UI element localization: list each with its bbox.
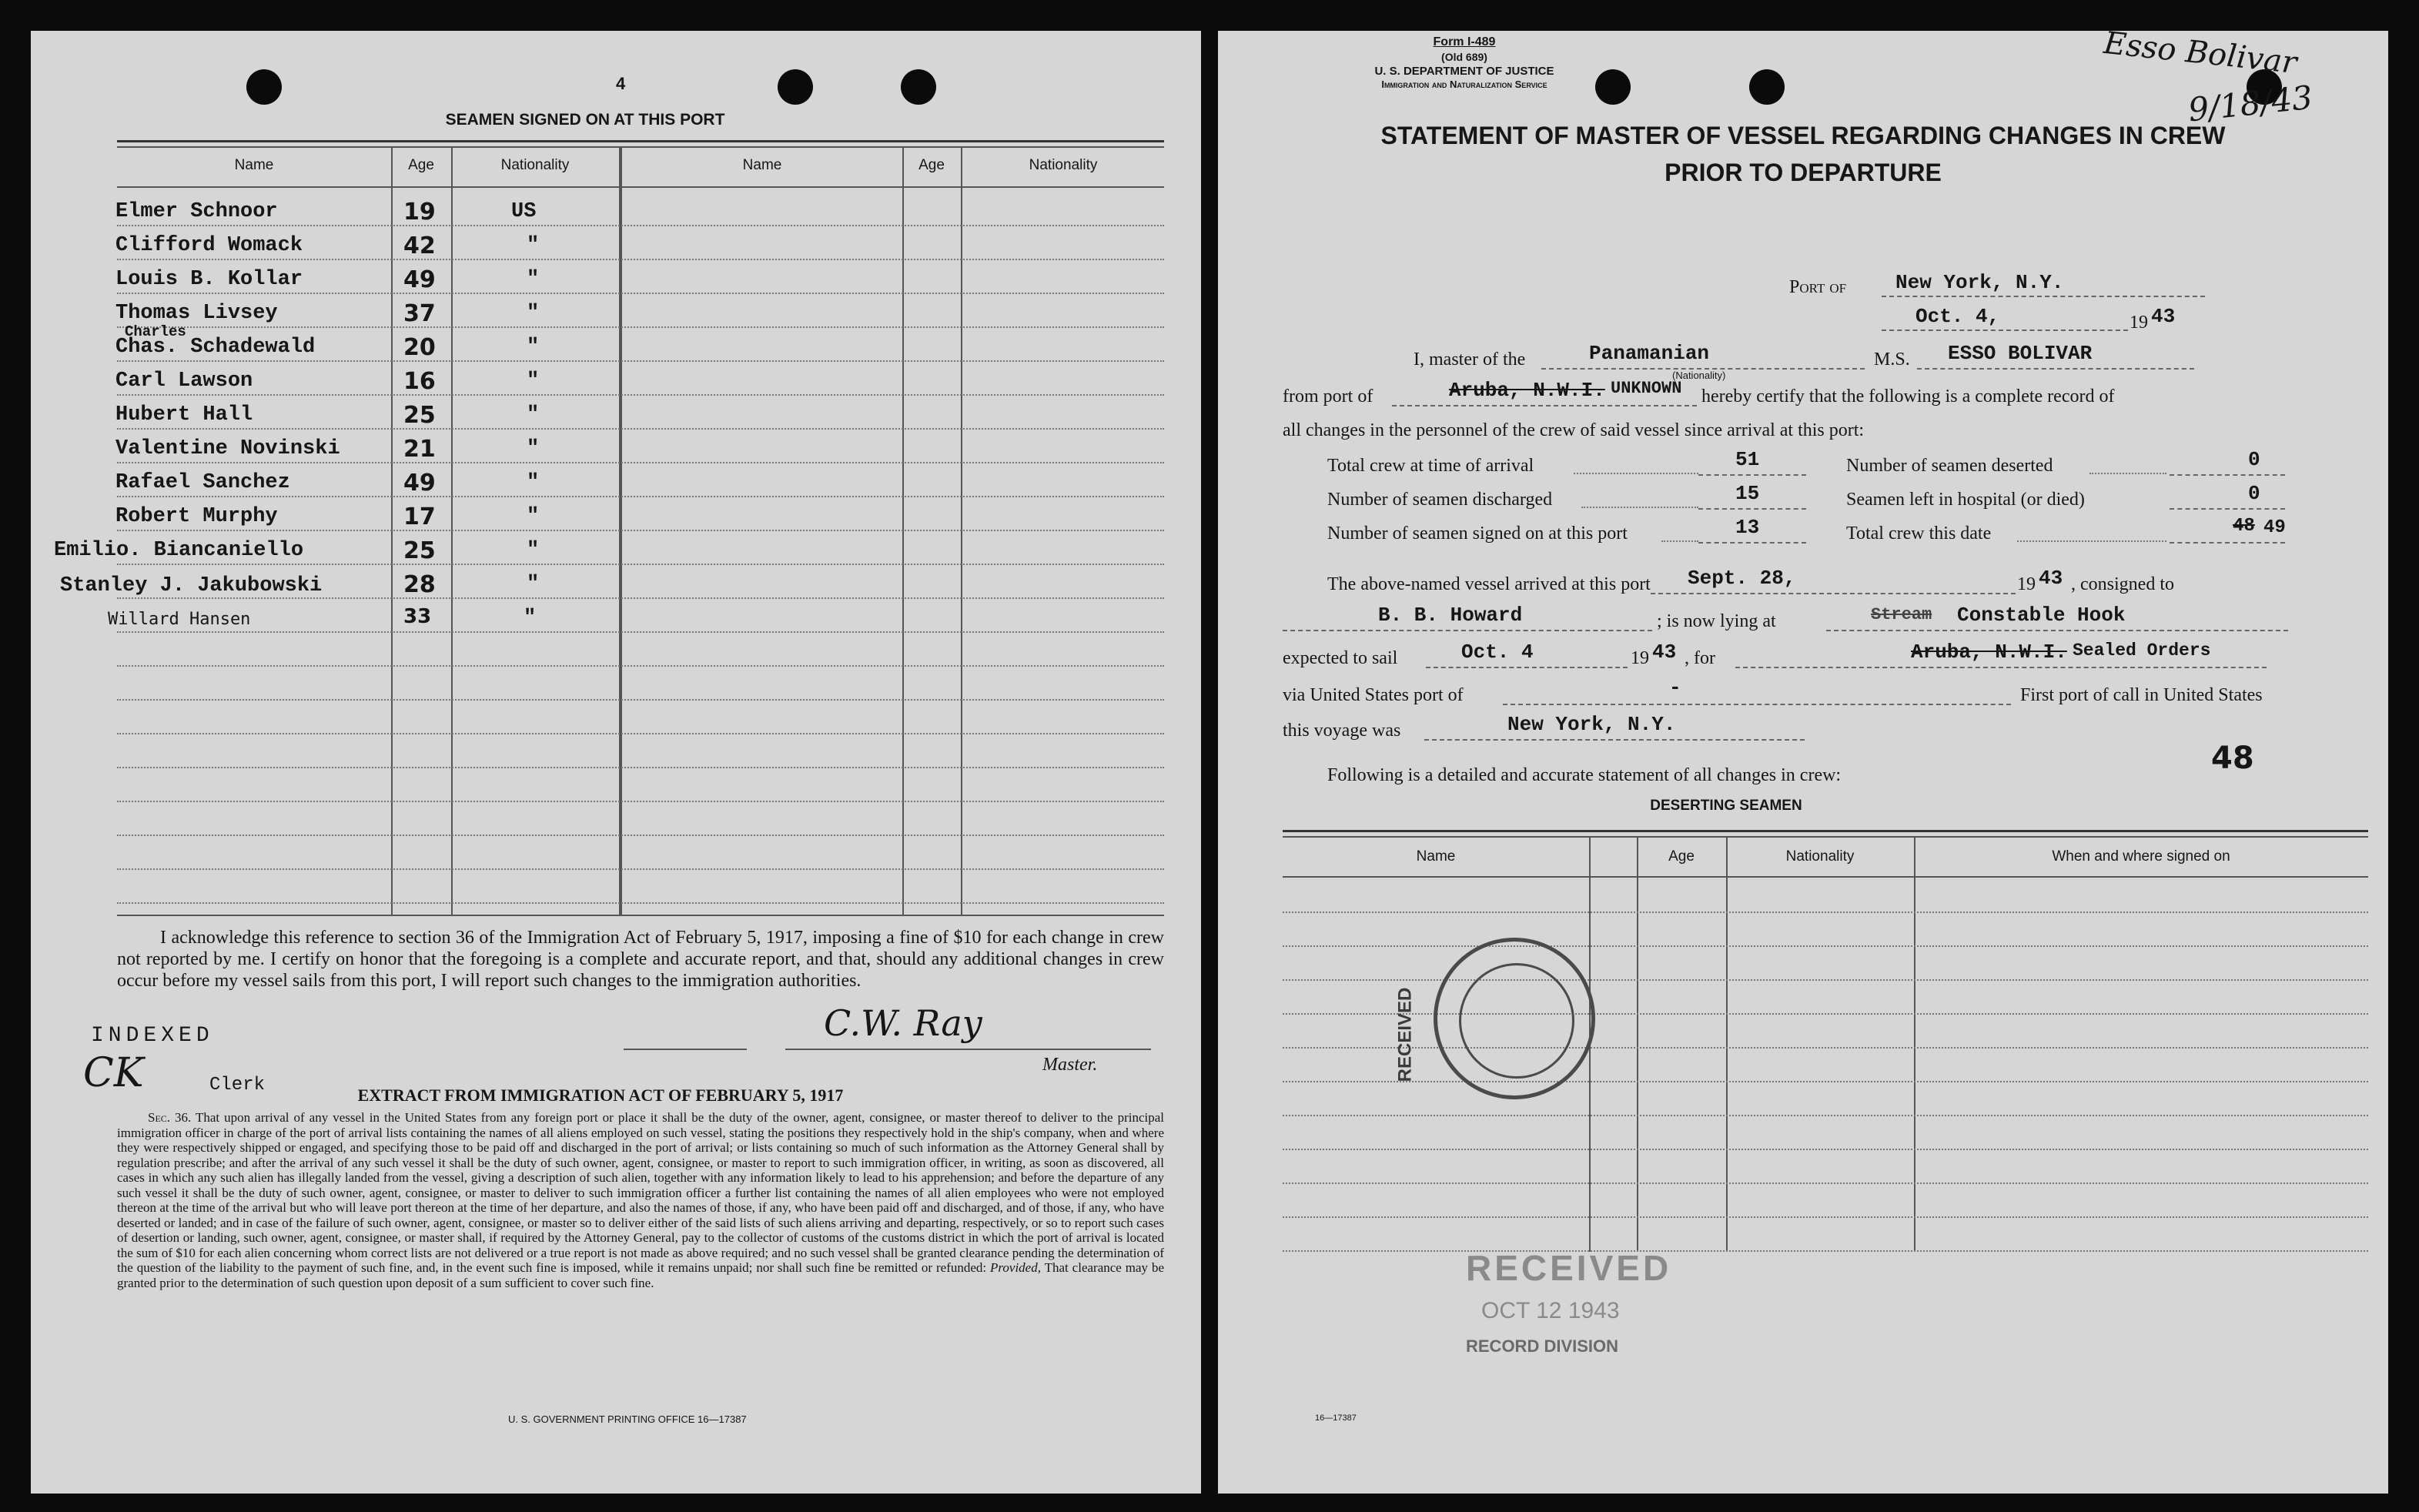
handwritten-date-note: 9/18/43 (2186, 78, 2315, 129)
form-number: Form I-489 (1433, 35, 1496, 49)
seaman-name: Carl Lawson (115, 370, 253, 393)
column-header-name: Name (234, 157, 274, 173)
table-row-rule (117, 394, 1164, 396)
service-name: Immigration and Naturalization Service (1381, 79, 1547, 90)
deserting-row-rule (1283, 1149, 2368, 1150)
seamen-deserted-label: Number of seamen deserted (1846, 456, 2053, 476)
seaman-age: 17 (403, 503, 436, 530)
seaman-age: 16 (403, 368, 436, 395)
seaman-name: Emilio. Biancaniello (54, 539, 304, 562)
table-row-rule (117, 902, 1164, 904)
seamen-signed-label: Number of seamen signed on at this port (1327, 524, 1628, 544)
seaman-age: 21 (403, 436, 436, 463)
seaman-name: Valentine Novinski (115, 437, 340, 460)
for-value: Sealed Orders (2073, 641, 2211, 661)
seaman-age: 25 (403, 402, 436, 429)
total-crew-arrival-value: 51 (1735, 448, 1760, 471)
seaman-name: Willard Hansen (108, 610, 251, 629)
vessel-name: ESSO BOLIVAR (1948, 342, 2093, 365)
table-row-rule (117, 801, 1164, 802)
nationality-value: Panamanian (1589, 342, 1710, 365)
dot-leader (2017, 540, 2166, 542)
deserting-row-rule (1283, 1250, 2368, 1252)
table-row-rule (117, 564, 1164, 565)
column-divider (1637, 836, 1638, 1252)
seaman-nationality: " (527, 505, 540, 528)
all-changes-text: all changes in the personnel of the crew of said vessel since arrival at this port: (1283, 420, 1865, 440)
seaman-name: Hubert Hall (115, 403, 253, 427)
for-label: , for (1685, 648, 1715, 668)
form-code: 16—17387 (1315, 1413, 1357, 1423)
seamen-deserted-value: 0 (2248, 448, 2260, 471)
deserting-row-rule (1283, 1183, 2368, 1184)
table-row-rule (117, 835, 1164, 836)
deserting-title: DESERTING SEAMEN (1650, 798, 1802, 814)
lying-fill-line (1826, 630, 2288, 631)
seaman-name: Elmer Schnoor (115, 200, 278, 223)
seaman-age: 37 (403, 300, 436, 327)
for-fill-line (1735, 667, 2267, 668)
for-struck: Aruba, N.W.I. (1911, 641, 2067, 664)
lying-struck: Stream (1871, 605, 1932, 624)
master-signature: C.W. Ray (824, 1002, 982, 1044)
extract-section: Sec. 36. (148, 1110, 192, 1125)
via-fill-line (1503, 704, 1746, 705)
punch-hole (778, 69, 813, 105)
form-subtitle: PRIOR TO DEPARTURE (1665, 159, 1942, 186)
table-top-rule (117, 140, 1164, 142)
seaman-name: Chas. Schadewald (115, 336, 316, 359)
extract-title: EXTRACT FROM IMMIGRATION ACT OF FEBRUARY 5, 1917 (357, 1085, 844, 1105)
via-label: via United States port of (1283, 685, 1464, 705)
seaman-age: 20 (403, 334, 436, 361)
seaman-age: 49 (403, 470, 436, 497)
deserting-row-rule (1283, 945, 2368, 947)
arrived-fill-line (1651, 593, 2016, 594)
seaman-age: 49 (403, 266, 436, 293)
printing-office: U. S. GOVERNMENT PRINTING OFFICE 16—17387 (508, 1413, 747, 1425)
total-crew-date-struck: 48 (2233, 516, 2255, 537)
punch-hole (1749, 69, 1785, 105)
lying-label: ; is now lying at (1657, 611, 1776, 631)
form-title: STATEMENT OF MASTER OF VESSEL REGARDING CHANGES IN CREW (1380, 122, 2226, 149)
seaman-nationality: " (527, 573, 540, 596)
from-port-value: UNKNOWN (1611, 379, 1682, 398)
seaman-nationality: " (527, 539, 540, 562)
vessel-fill-line (1917, 368, 2194, 370)
seaman-nationality: " (527, 437, 540, 460)
clerk-label: Clerk (209, 1075, 266, 1096)
table-bottom-rule (117, 915, 1164, 916)
consigned-label: , consigned to (2071, 574, 2174, 594)
deserting-header-nationality: Nationality (1785, 848, 1855, 865)
seamen-hospital-label: Seamen left in hospital (or died) (1846, 490, 2085, 510)
voyage-label: this voyage was (1283, 721, 1401, 741)
table-row-rule (117, 868, 1164, 870)
seaman-nationality: US (511, 200, 537, 223)
total-crew-arrival-label: Total crew at time of arrival (1327, 456, 1534, 476)
arrived-label: The above-named vessel arrived at this port (1327, 574, 1651, 594)
extract-ending: That clearance may be granted prior to the determination of such question upon deposit of a sum sufficient to cover such fine. (117, 1260, 1164, 1290)
postmark-stamp (1434, 938, 1595, 1099)
page-number: 4 (616, 74, 626, 93)
table-row-rule (117, 733, 1164, 734)
sail-value: Oct. 4 (1461, 641, 1534, 664)
seaman-name: Rafael Sanchez (115, 471, 290, 494)
port-value: New York, N.Y. (1895, 271, 2064, 294)
column-header-age: Age (408, 157, 434, 173)
date-fill-line (1882, 329, 2128, 331)
seaman-nationality: " (527, 370, 540, 393)
date-value: Oct. 4, (1915, 305, 2000, 328)
arrived-value: Sept. 28, (1688, 567, 1796, 590)
seaman-age: 28 (403, 571, 436, 598)
table-row-rule (117, 767, 1164, 768)
first-port-label: First port of call in United States (2020, 685, 2263, 705)
arrival-year: 43 (2039, 567, 2063, 590)
extract-provided: Provided, (990, 1260, 1041, 1275)
dot-leader (1574, 473, 1698, 474)
fill-line (1698, 542, 1806, 544)
column-header-name: Name (742, 157, 782, 173)
seaman-name: Thomas Livsey (115, 302, 278, 325)
seaman-name: Louis B. Kollar (115, 268, 303, 291)
total-crew-date-value: 49 (2263, 517, 2286, 538)
table-row-rule (117, 259, 1164, 260)
master-of-label: I, master of the (1414, 350, 1526, 370)
seamen-signed-title: SEAMEN SIGNED ON AT THIS PORT (445, 111, 725, 129)
table-row-rule (117, 530, 1164, 531)
table-row-rule (117, 225, 1164, 226)
deserting-row-rule (1283, 1216, 2368, 1218)
certify-text: hereby certify that the following is a complete record of (1701, 386, 2115, 406)
seaman-nationality: " (527, 336, 540, 359)
sail-fill-line (1426, 667, 1628, 668)
indexed-stamp: INDEXED (91, 1024, 214, 1048)
column-divider (1914, 836, 1915, 1252)
seaman-nationality: " (527, 268, 540, 291)
master-label: Master. (1042, 1055, 1098, 1075)
handwritten-vessel-note: Esso Bolivar (2102, 25, 2299, 82)
voyage-fill-line (1424, 739, 1805, 741)
seaman-age: 33 (403, 605, 432, 628)
deserting-header-name: Name (1416, 848, 1456, 865)
seamen-hospital-value: 0 (2248, 482, 2260, 505)
fill-line (2170, 508, 2285, 510)
deserting-table-header-rule (1283, 876, 2368, 878)
clerk-initials: CK (83, 1050, 144, 1096)
deserting-row-rule (1283, 912, 2368, 913)
from-port-fill-line (1392, 405, 1697, 406)
expected-label: expected to sail (1283, 648, 1398, 668)
deserting-header-age: Age (1668, 848, 1695, 865)
seaman-age: 19 (403, 199, 436, 226)
port-label: Port of (1789, 277, 1847, 297)
voyage-value: New York, N.Y. (1507, 713, 1676, 736)
seaman-nationality: " (527, 302, 540, 325)
received-stamp-date: OCT 12 1943 (1481, 1298, 1620, 1323)
seaman-name: Clifford Womack (115, 234, 303, 257)
deserting-header-signed-on: When and where signed on (2052, 848, 2230, 865)
consignee-fill-line (1283, 630, 1652, 631)
table-header-rule (117, 186, 1164, 188)
port-fill-line (1882, 296, 2205, 297)
form-old-number: (Old 689) (1441, 51, 1487, 63)
deserting-table-top-rule (1283, 830, 2368, 832)
deserting-row-rule (1283, 1115, 2368, 1116)
total-crew-date-label: Total crew this date (1846, 524, 1992, 544)
right-page (1218, 25, 2388, 1494)
table-row-rule (117, 462, 1164, 463)
dot-leader (2089, 473, 2166, 474)
year-prefix: 19 (1631, 648, 1649, 668)
table-row-rule (117, 597, 1164, 599)
seaman-age: 42 (403, 232, 436, 259)
postmark-received: RECEIVED (1394, 987, 1416, 1082)
received-stamp-division: RECORD DIVISION (1466, 1336, 1619, 1356)
year-prefix: 19 (2130, 313, 2148, 333)
column-header-nationality: Nationality (1029, 157, 1098, 173)
column-header-nationality: Nationality (500, 157, 570, 173)
table-row-rule (117, 496, 1164, 497)
left-page (31, 31, 1201, 1494)
table-row-rule (117, 428, 1164, 430)
handwritten-count: 48 (2211, 741, 2254, 776)
seaman-age: 25 (403, 537, 436, 564)
name-correction: Charles (125, 323, 186, 340)
fill-line (2170, 474, 2285, 476)
fill-line (1698, 474, 1806, 476)
deserting-table-top-rule (1283, 836, 2368, 838)
seamen-discharged-label: Number of seamen discharged (1327, 490, 1553, 510)
table-row-rule (117, 326, 1164, 328)
year-value: 43 (2151, 305, 2176, 328)
consignee-value: B. B. Howard (1378, 604, 1523, 627)
dot-leader (1581, 507, 1698, 508)
table-top-rule (117, 146, 1164, 148)
following-text: Following is a detailed and accurate statement of all changes in crew: (1327, 765, 1842, 785)
lying-value: Constable Hook (1957, 604, 2126, 627)
acknowledgment-text: I acknowledge this reference to section 36 of the Immigration Act of February 5, 1917, imposing a fine of $10 for each change in crew not reported by me. I certify on honor that the foregoing is a complete and accurate report, and that, should any additional changes in crew occur before my vessel sails from this port, I will report such changes to the immigration authorities. (117, 928, 1164, 991)
postmark-inner-ring (1459, 963, 1574, 1079)
signature-line (785, 1049, 1151, 1050)
seaman-nationality: " (527, 234, 540, 257)
department-name: U. S. DEPARTMENT OF JUSTICE (1374, 65, 1554, 78)
from-port-label: from port of (1283, 386, 1373, 406)
seamen-signed-value: 13 (1735, 516, 1760, 539)
seaman-name: Stanley J. Jakubowski (60, 574, 323, 597)
year-prefix: 19 (2017, 574, 2036, 594)
received-stamp: RECEIVED (1466, 1248, 1672, 1288)
seaman-nationality: " (527, 471, 540, 494)
seaman-nationality: " (524, 607, 537, 630)
from-port-struck: Aruba, N.W.I. (1449, 379, 1605, 402)
extract-text (117, 1110, 1164, 1290)
fill-line (1698, 508, 1806, 510)
via-fill-line (1749, 704, 2011, 705)
seaman-name: Robert Murphy (115, 505, 278, 528)
sail-year: 43 (1652, 641, 1677, 664)
ship-type: M.S. (1874, 350, 1910, 370)
table-row-rule (117, 293, 1164, 294)
table-row-rule (117, 699, 1164, 701)
table-row-rule (117, 360, 1164, 362)
dot-leader (1661, 540, 1698, 542)
nationality-caption: (Nationality) (1672, 370, 1726, 381)
seamen-discharged-value: 15 (1735, 482, 1760, 505)
punch-hole (246, 69, 282, 105)
seaman-nationality: " (527, 403, 540, 427)
punch-hole (901, 69, 936, 105)
via-value: - (1669, 676, 1681, 699)
extract-body: That upon arrival of any vessel in the United States from any foreign port or place it shall be the duty of the owner, agent, consignee, or master thereof to deliver to the principal immigration officer in charge of the port of arrival lists containing the names of all aliens employed on such vessel, stating the positions they respectively hold in the ship's company, when and where they were respectively shipped or engaged, and specifying those to be paid off and discharged in the port of arrival; or lists containing so much of such information as the Attorney General shall by regulation prescribe; and after the arrival of any such vessel it shall be the duty of such owner, agent, consignee, or master to report to such immigration officer, in writing, as soon as discovered, all cases in which any such alien has illegally landed from the vessel, giving a description of such alien, together with any information likely to lead to his apprehension; and before the departure of any such vessel it shall be the duty of such owner, agent, consignee, or master to deliver to such immigration officer a further list containing the names of all alien employees who were not employed thereon at the time of the arrival but who will leave port thereon at the time of her departure, and also the names of those, if any, who have been paid off and discharged, and of those, if any, who have deserted or landed; and in case of the failure of such owner, agent, consignee, or master so to deliver either of the said lists of such aliens arriving and departing, respectively, or so to report such cases of desertion or landing, such owner, agent, consignee, or master shall, if required by the Attorney General, pay to the collector of customs of the customs district in which the port of arrival is located the sum of $10 for each alien concerning whom correct lists are not delivered or a true report is not made as above required; and no such vessel shall be granted clearance pending the determination of the question of the liability to the payment of such fine, and, in the event such fine is imposed, while it remains unpaid; nor shall such fine be remitted or refunded: (117, 1110, 1164, 1275)
table-row-rule (117, 631, 1164, 633)
table-row-rule (117, 665, 1164, 667)
column-header-age: Age (918, 157, 945, 173)
fill-line (2170, 542, 2285, 544)
deserting-row-rule (1283, 1081, 2368, 1082)
signature-line (624, 1049, 747, 1050)
column-divider (1726, 836, 1728, 1252)
